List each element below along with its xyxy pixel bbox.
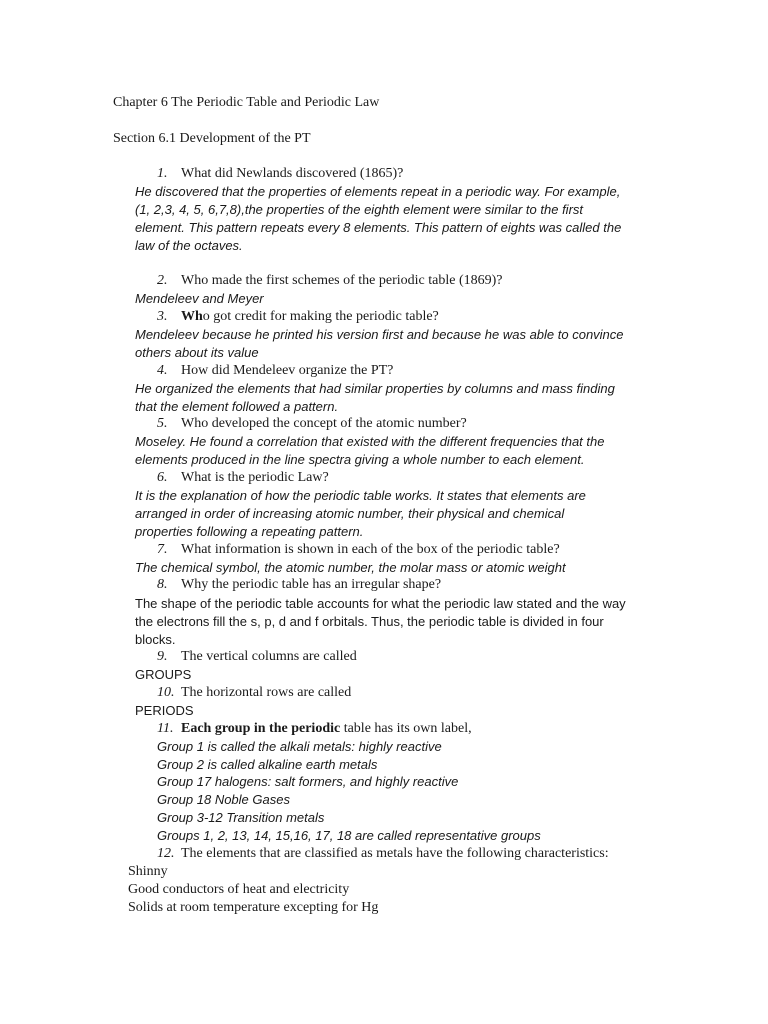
answer-2: Mendeleev and Meyer [135,291,264,306]
question-text: The elements that are classified as metals have the following characteristics: [181,846,609,861]
question-5 [157,415,467,433]
question-text: The horizontal rows are called [181,685,352,700]
question-text: What did Newlands discovered (1865)? [181,166,404,181]
answer-6-line-2: arranged in order of increasing atomic number, their physical and chemical [135,506,565,521]
chapter-title: Chapter 6 The Periodic Table and Periodic Law [113,95,380,110]
question-text: What information is shown in each of the box of the periodic table? [181,542,560,557]
question-text: table has its own label, [340,721,472,736]
question-number: 7. [157,542,168,557]
question-6 [157,469,329,487]
question-1 [157,165,403,183]
answer-7: The chemical symbol, the atomic number, the molar mass or atomic weight [135,560,566,575]
answer-1-line-2: (1, 2,3, 4, 5, 6,7,8),the properties of the eighth element were similar to the first [135,202,584,217]
answer-1-line-3: element. This pattern repeats every 8 elements. This pattern of eights was called the [135,220,622,235]
answer-10: PERIODS [135,703,194,718]
answer-5-line-1: Moseley. He found a correlation that existed with the different frequencies that the [135,434,605,449]
answer-11-line-2: Group 2 is called alkaline earth metals [157,757,378,772]
answer-4-line-2: that the element followed a pattern. [135,399,339,414]
question-number: 2. [157,273,168,288]
answer-1-line-1: He discovered that the properties of elements repeat in a periodic way. For example, [135,184,621,199]
question-number: 1. [157,166,168,181]
answer-11-line-6: Groups 1, 2, 13, 14, 15,16, 17, 18 are called representative groups [157,828,541,843]
question-number: 9. [157,649,168,664]
answer-11-line-3: Group 17 halogens: salt formers, and highly reactive [157,774,459,789]
answer-12-line-2: Good conductors of heat and electricity [128,882,350,897]
question-text: Who developed the concept of the atomic number? [181,416,467,431]
question-text: How did Mendeleev organize the PT? [181,363,394,378]
answer-4-line-1: He organized the elements that had similar properties by columns and mass finding [135,381,615,396]
question-9 [157,648,357,666]
answer-3-line-1: Mendeleev because he printed his version first and because he was able to convince [135,327,624,342]
question-number: 4. [157,363,168,378]
question-number: 3. [157,309,168,324]
answer-11-line-1: Group 1 is called the alkali metals: highly reactive [157,739,442,754]
question-number: 12. [157,846,175,861]
answer-3-line-2: others about its value [135,345,259,360]
answer-5-line-2: elements produced in the line spectra giving a whole number to each element. [135,452,585,467]
answer-6-line-1: It is the explanation of how the periodic table works. It states that elements are [135,488,586,503]
answer-8-line-2: the electrons fill the s, p, d and f orbitals. Thus, the periodic table is divided in four [135,614,604,629]
question-2 [157,272,503,290]
answer-8-line-1: The shape of the periodic table accounts for what the periodic law stated and the way [135,596,626,611]
question-number: 5. [157,416,168,431]
question-11 [157,720,472,738]
answer-11-line-4: Group 18 Noble Gases [157,792,290,807]
answer-8-line-3: blocks. [135,632,176,647]
question-text-bold: Wh [181,309,203,324]
question-10 [157,684,351,702]
section-title: Section 6.1 Development of the PT [113,131,311,146]
answer-12-line-3: Solids at room temperature excepting for Hg [128,900,379,915]
answer-9: GROUPS [135,667,192,682]
answer-1-line-4: law of the octaves. [135,238,243,253]
question-text: Why the periodic table has an irregular shape? [181,577,442,592]
answer-12-line-1: Shinny [128,864,168,879]
question-text-bold: Each group in the periodic [181,721,341,736]
question-7 [157,541,560,559]
question-text: o got credit for making the periodic table? [202,309,439,324]
answer-11-line-5: Group 3-12 Transition metals [157,810,325,825]
question-number: 8. [157,577,168,592]
question-8 [157,576,441,594]
question-number: 11. [157,721,174,736]
answer-6-line-3: properties following a repeating pattern. [135,524,364,539]
question-3 [157,308,439,326]
question-text: The vertical columns are called [181,649,357,664]
question-text: What is the periodic Law? [181,470,329,485]
question-number: 6. [157,470,168,485]
question-number: 10. [157,685,175,700]
question-text: Who made the first schemes of the periodic table (1869)? [181,273,503,288]
question-12 [157,845,609,863]
question-4 [157,362,393,380]
